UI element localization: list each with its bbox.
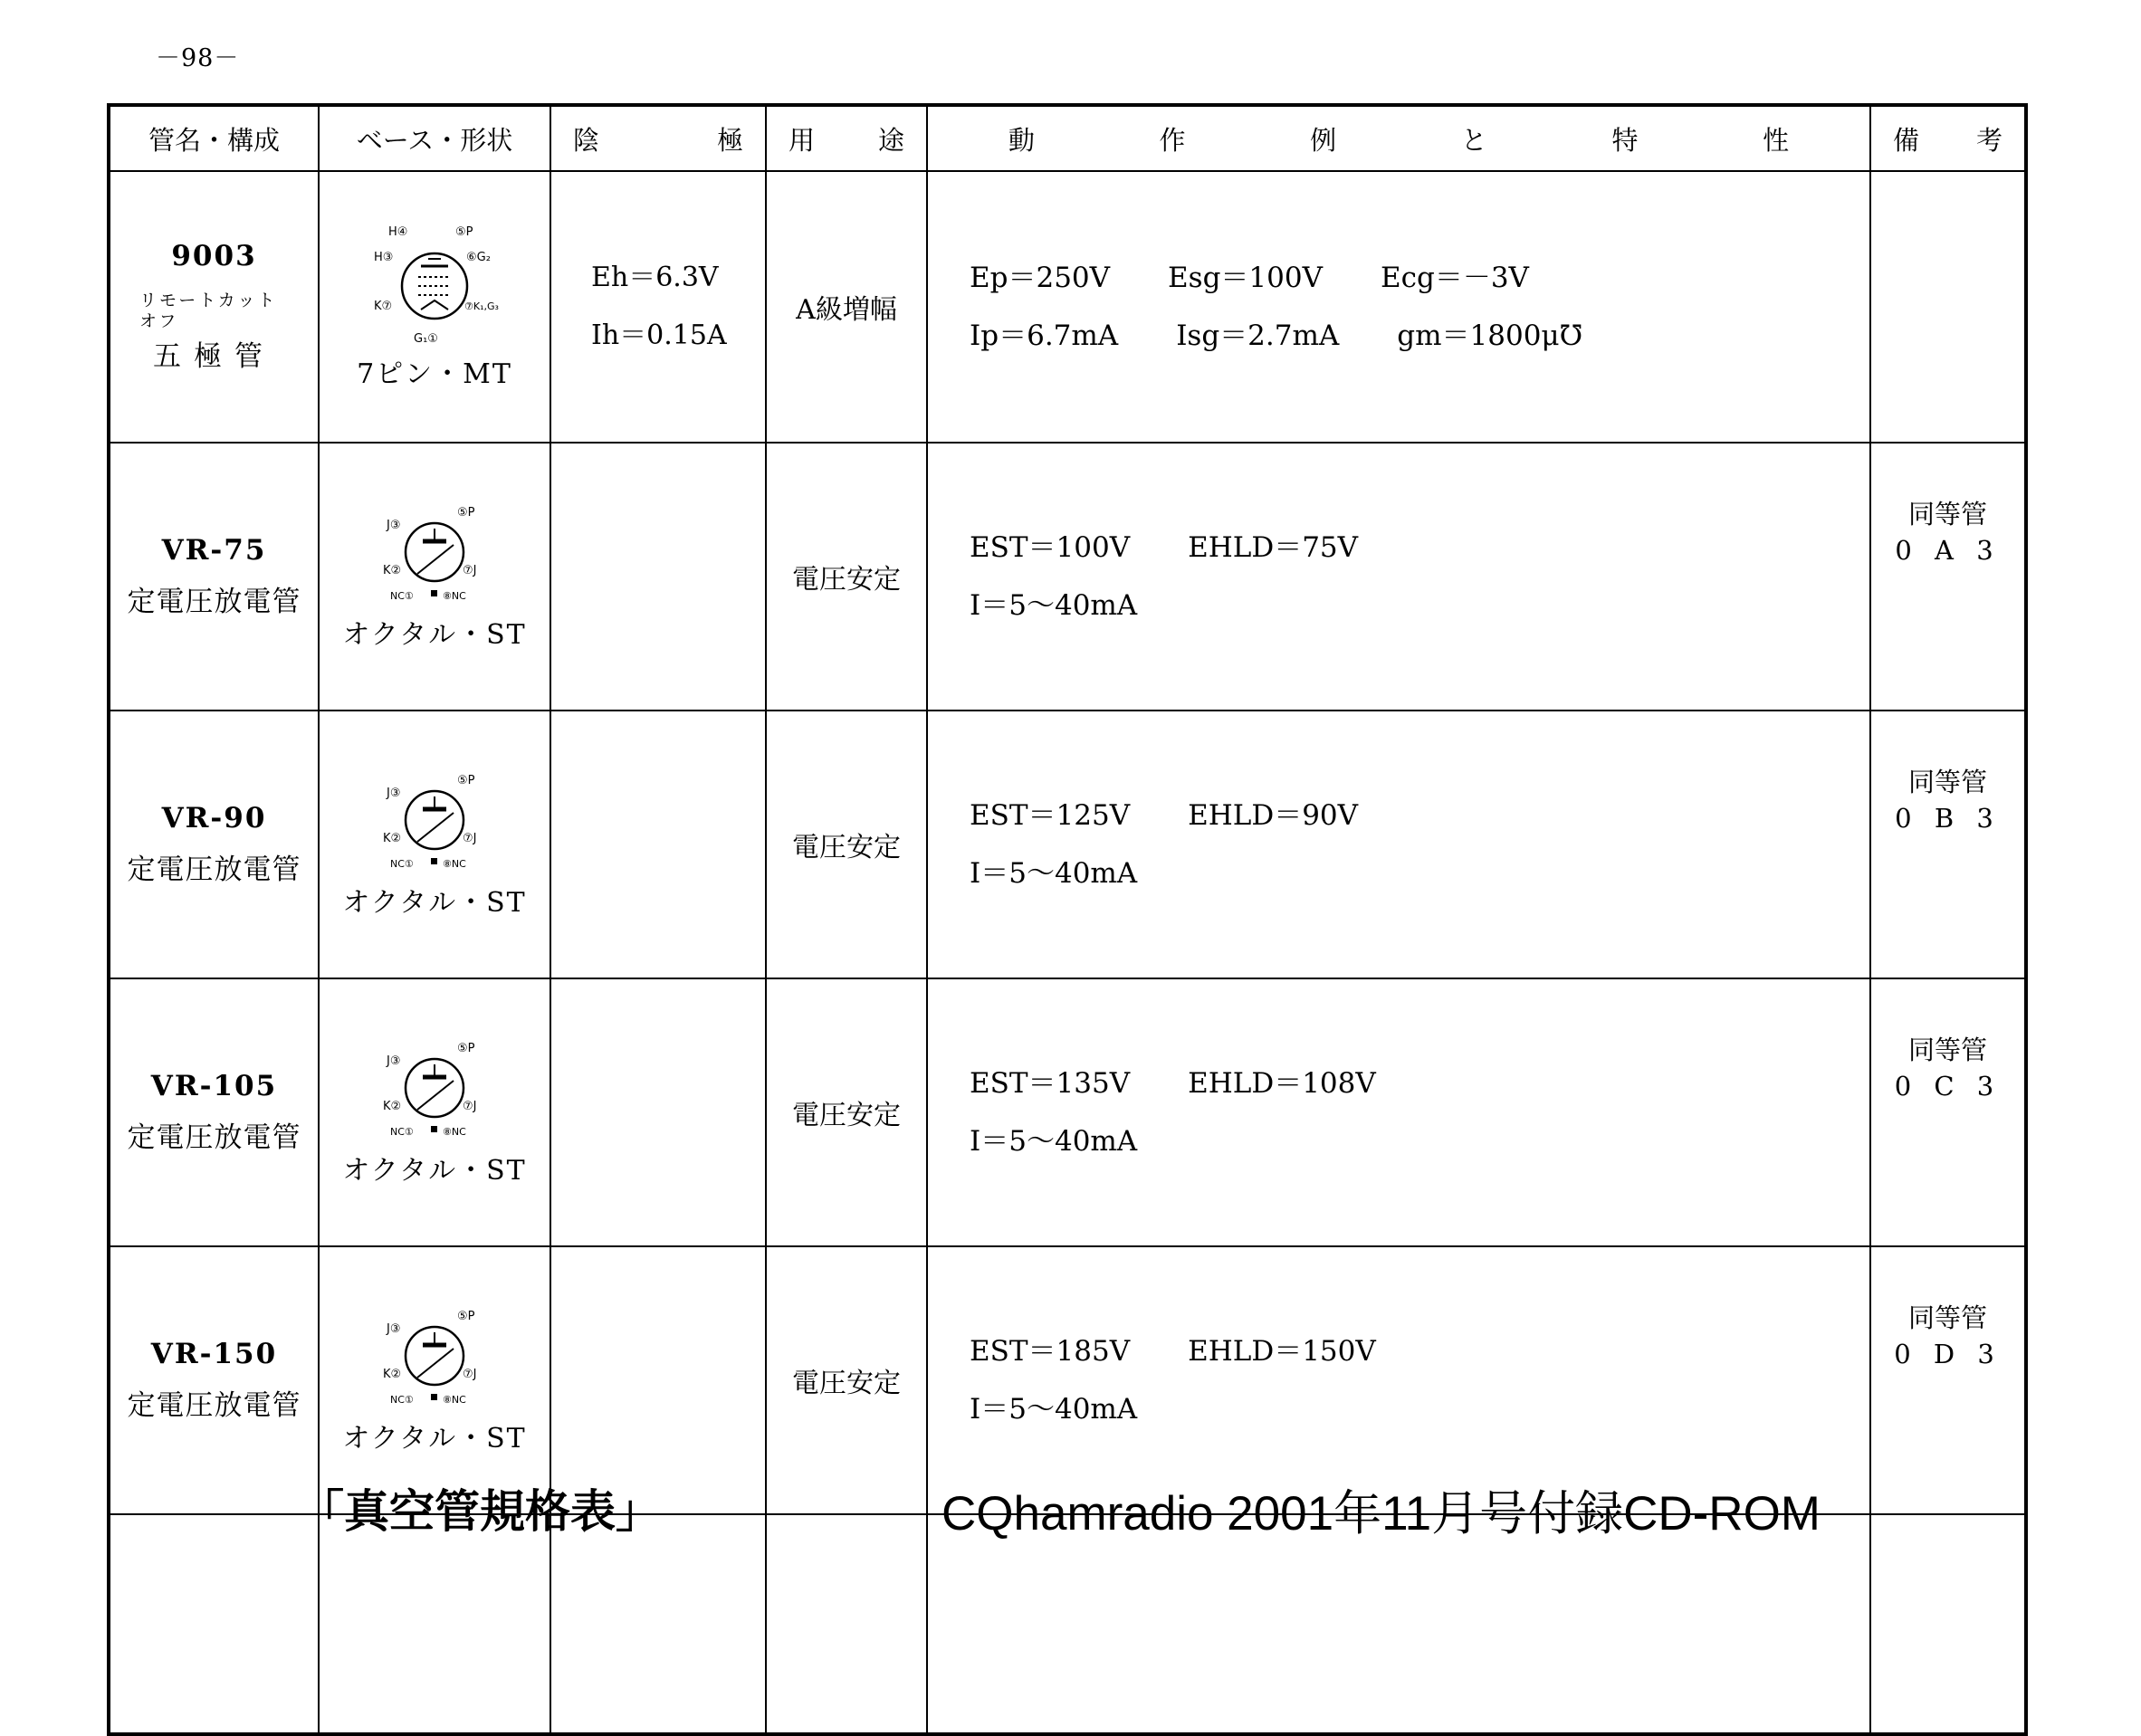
regulator-base-diagram [367,501,502,610]
char-line: EST＝125V EHLD＝90V [970,799,1359,832]
empty-cell [319,1514,550,1734]
characteristics-cell [927,978,1870,1246]
header-cathode: 陰 極 [550,105,766,171]
pin-label: ⑤P [457,506,475,520]
char-line: EST＝185V EHLD＝150V [970,1335,1376,1368]
pin-label: G₁① [414,332,438,346]
tube-id: VR-105 [150,1070,278,1103]
remarks-cell [1870,171,2026,443]
pin-label: ⑦J [463,1368,477,1381]
cathode-cell [550,711,766,978]
pin-label: ⑧NC [443,1126,466,1138]
pin-label: ⑤P [457,1042,475,1055]
table-row [109,978,2026,1246]
tube-id: VR-90 [161,802,267,835]
characteristics-cell [927,1246,1870,1514]
pin-label: NC① [390,858,414,870]
cathode-cell [550,978,766,1246]
pin-label: K② [383,564,402,577]
empty-cell [550,1514,766,1734]
remarks-cell [1870,711,2026,978]
base-type: オクタル・ST [342,1423,527,1455]
pin-label: J③ [387,1054,401,1068]
cathode-cell [550,1246,766,1514]
base-cell [319,1246,550,1514]
pin-label: H③ [374,251,394,264]
regulator-base-diagram [367,1037,502,1146]
heater-current: Ih＝0.15A [591,320,727,351]
pin-label: K⑦ [374,300,393,313]
cathode-cell [550,171,766,443]
base-type: オクタル・ST [342,619,527,651]
tube-id: VR-75 [161,534,267,568]
use-cell: A級増幅 [766,171,927,443]
tube-structure: 定電圧放電管 [127,586,301,618]
heater-voltage: Eh＝6.3V [591,262,719,293]
empty-cell [1870,1514,2026,1734]
pin-label: J③ [387,519,401,532]
cathode-cell [550,443,766,711]
equivalent-tube: 0 B 3 [1895,803,2001,834]
table-row [109,711,2026,978]
use-cell: 電圧安定 [766,443,927,711]
base-cell [319,978,550,1246]
tube-name-cell [109,1246,319,1514]
pin-label: ⑤P [455,225,473,239]
pin-label: ⑦K₁,G₃ [464,300,499,312]
pin-label: ⑤P [457,1310,475,1323]
header-name: 管名・構成 [109,105,319,171]
tube-name-cell [109,978,319,1246]
tube-id: 9003 [171,240,257,273]
base-cell [319,711,550,978]
pin-label: K② [383,1368,402,1381]
regulator-base-diagram [367,1305,502,1414]
header-use: 用 途 [766,105,927,171]
empty-cell [109,1514,319,1734]
header-base: ベース・形状 [319,105,550,171]
header-remarks: 備 考 [1870,105,2026,171]
use-cell: 電圧安定 [766,978,927,1246]
equivalent-label: 同等管 [1907,767,1987,797]
header-characteristics: 動 作 例 と 特 性 [927,105,1870,171]
equivalent-tube: 0 A 3 [1895,535,2001,566]
char-line: EST＝100V EHLD＝75V [970,531,1359,564]
equivalent-label: 同等管 [1907,1035,1987,1065]
pin-label: ⑥G₂ [466,251,491,264]
base-cell [319,171,550,443]
pin-label: H④ [388,225,408,239]
empty-cell [927,1514,1870,1734]
pin-label: J③ [387,787,401,800]
pin-label: K② [383,832,402,845]
char-line: EST＝135V EHLD＝108V [970,1067,1376,1100]
table-row [109,171,2026,443]
remarks-cell [1870,1246,2026,1514]
pin-label: ⑧NC [443,858,466,870]
pin-label: NC① [390,1126,414,1138]
tube-structure: 定電圧放電管 [127,854,301,886]
char-line: I＝5〜40mA [970,1393,1138,1426]
tube-name-cell [109,711,319,978]
base-cell [319,443,550,711]
tube-name-cell [109,443,319,711]
pentode-base-diagram [367,223,502,349]
equivalent-tube: 0 D 3 [1894,1339,2002,1369]
base-type: 7ピン・MT [357,358,512,390]
char-line: Ep＝250V Esg＝100V Ecg＝－3V [970,262,1529,294]
pin-label: ⑧NC [443,590,466,602]
remarks-cell [1870,978,2026,1246]
empty-row [109,1514,2026,1734]
characteristics-cell [927,711,1870,978]
char-line: Ip＝6.7mA Isg＝2.7mA gm＝1800μ℧ [970,320,1583,352]
footer-title: 「真空管規格表」 [299,1485,661,1538]
remarks-cell [1870,443,2026,711]
page-number: －98－ [156,44,240,72]
tube-structure: 定電圧放電管 [127,1389,301,1422]
char-line: I＝5〜40mA [970,1125,1138,1158]
base-type: オクタル・ST [342,887,527,919]
characteristics-cell [927,171,1870,443]
pin-label: K② [383,1100,402,1113]
pin-label: ⑦J [463,564,477,577]
equivalent-label: 同等管 [1907,1302,1987,1333]
char-line: I＝5〜40mA [970,857,1138,890]
pin-label: J③ [387,1322,401,1336]
pin-label: NC① [390,1394,414,1406]
use-cell: 電圧安定 [766,711,927,978]
tube-sub-note: リモートカット オフ [139,291,278,331]
tube-id: VR-150 [150,1338,278,1371]
header-row [109,105,2026,171]
tube-structure: 定電圧放電管 [127,1121,301,1154]
pin-label: ⑦J [463,832,477,845]
equivalent-label: 同等管 [1907,499,1987,529]
base-type: オクタル・ST [342,1155,527,1187]
empty-cell [766,1514,927,1734]
table-row [109,1246,2026,1514]
equivalent-tube: 0 C 3 [1894,1071,2002,1102]
tube-structure: 五極管 [153,339,275,373]
use-cell: 電圧安定 [766,1246,927,1514]
pin-label: NC① [390,590,414,602]
pin-label: ⑤P [457,774,475,787]
footer-source: CQhamradio 2001年11月号付録CD-ROM [941,1487,1821,1540]
pin-label: ⑦J [463,1100,477,1113]
pin-label: ⑧NC [443,1394,466,1406]
characteristics-cell [927,443,1870,711]
table-row [109,443,2026,711]
regulator-base-diagram [367,769,502,878]
char-line: I＝5〜40mA [970,589,1138,622]
tube-name-cell [109,171,319,443]
